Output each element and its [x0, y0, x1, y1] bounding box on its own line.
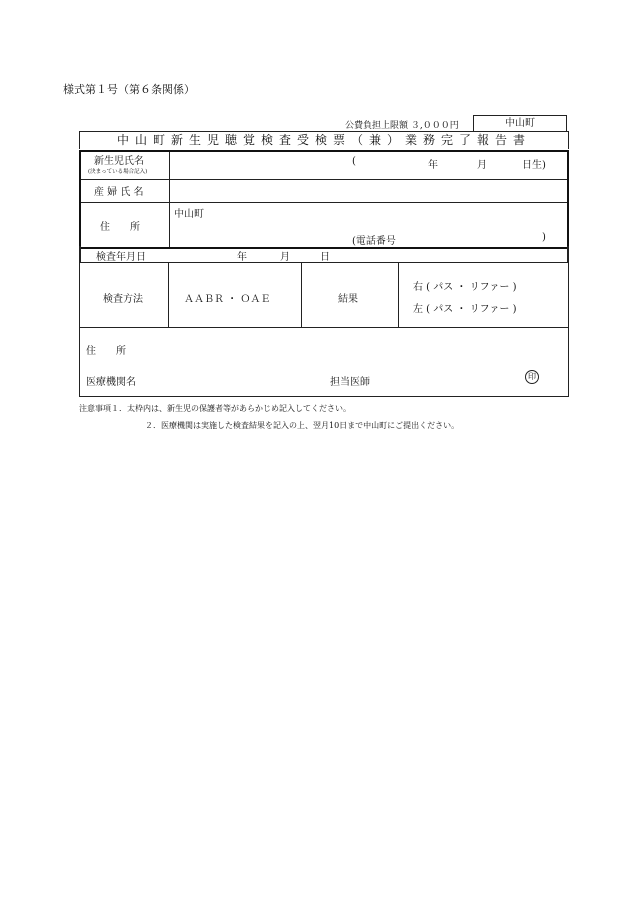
clinic-section [79, 246, 569, 397]
result-label: 結果 [338, 294, 358, 305]
left-ear-result[interactable]: 左 ( パス ・ リファー ) [413, 304, 517, 315]
mother-name-field[interactable] [170, 179, 560, 201]
payment-limit-label: 公費負担上限額 ３,０００円 [345, 121, 459, 131]
exam-method-label: 検査方法 [103, 294, 143, 305]
phone-label: (電話番号 [352, 236, 396, 247]
doctor-label: 担当医師 [330, 377, 370, 388]
form-title: 中山町新生児聴覚検査受検票（兼）業務完了報告書 [79, 131, 569, 149]
newborn-name-note: (決まっている場合記入) [88, 169, 148, 175]
address-label: 住 所 [100, 222, 140, 233]
form-number: 様式第１号（第６条関係） [63, 83, 195, 96]
mother-name-label: 産 婦 氏 名 [94, 187, 144, 198]
birth-month-label: 月 [477, 160, 487, 171]
newborn-name-field[interactable] [170, 150, 560, 177]
town-box: 中山町 [473, 115, 567, 132]
address-value[interactable]: 中山町 [174, 209, 204, 220]
exam-date-label: 検査年月日 [96, 252, 146, 263]
exam-day-label: 日 [320, 252, 330, 263]
note-2: ２．医療機関は実施した検査結果を記入の上、翌月10日まで中山町にご提出ください。 [145, 421, 460, 430]
phone-close: ) [542, 232, 546, 243]
birth-year-label: 年 [428, 160, 438, 171]
birth-day-label: 日生) [522, 160, 546, 171]
exam-month-label: 月 [280, 252, 290, 263]
clinic-name-label: 医療機関名 [86, 377, 136, 388]
note-1: 注意事項１．太枠内は、新生児の保護者等があらかじめ記入してください。 [79, 404, 351, 413]
newborn-name-label: 新生児氏名 [94, 156, 144, 167]
seal-icon: 印 [525, 370, 539, 384]
exam-method-value[interactable]: ＡＡＢＲ ・ ＯＡＥ [184, 294, 271, 305]
clinic-address-label: 住 所 [86, 346, 126, 357]
right-ear-result[interactable]: 右 ( パス ・ リファー ) [413, 282, 517, 293]
birth-open: ( [352, 156, 356, 167]
exam-year-label: 年 [237, 252, 247, 263]
